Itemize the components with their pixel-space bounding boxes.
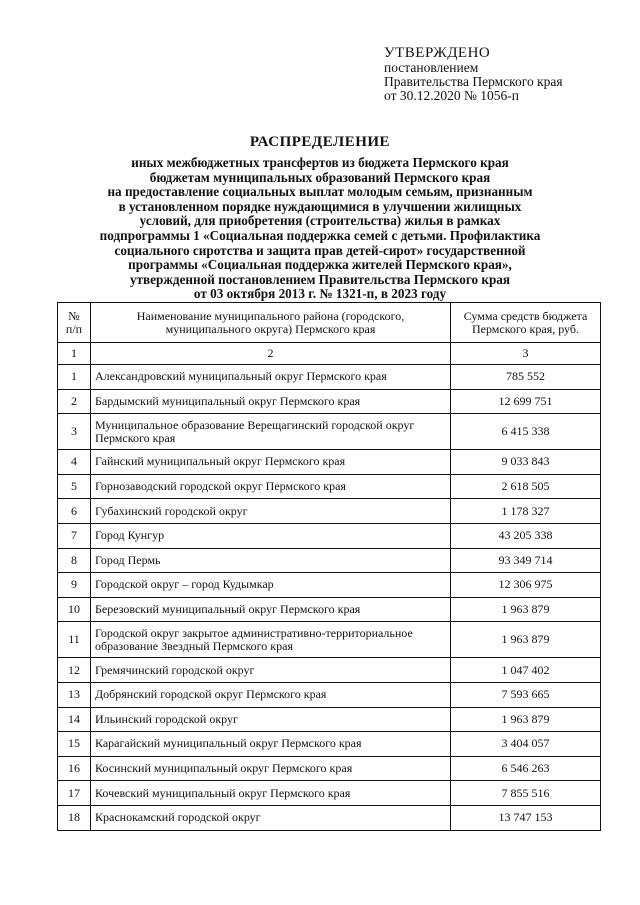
row-number: 10 <box>58 597 91 622</box>
title-subtitle <box>60 156 580 302</box>
municipality-name: Ильинский городской округ <box>91 707 451 732</box>
header-number-line: № <box>68 308 80 323</box>
table-header-row <box>58 303 601 343</box>
budget-amount: 9 033 843 <box>451 450 601 475</box>
budget-amount: 6 546 263 <box>451 756 601 781</box>
municipality-name: Краснокамский городской округ <box>91 805 451 830</box>
title-line: подпрограммы 1 «Социальная поддержка семей с детьми. Профилактика <box>99 227 541 243</box>
municipality-name: Город Пермь <box>91 548 451 573</box>
header-sum <box>451 303 601 343</box>
municipality-name: Александровский муниципальный округ Пермского края <box>91 365 451 390</box>
table-row <box>58 450 601 475</box>
table-row <box>58 756 601 781</box>
table-row <box>58 622 601 658</box>
budget-amount: 1 963 879 <box>451 597 601 622</box>
table-row <box>58 365 601 390</box>
budget-amount: 1 178 327 <box>451 499 601 524</box>
table-row <box>58 573 601 598</box>
title-line: в установленном порядке нуждающимися в улучшении жилищных <box>118 198 522 214</box>
budget-amount: 12 699 751 <box>451 389 601 414</box>
title-line: от 03 октября 2013 г. № 1321-п, в 2023 году <box>193 286 447 302</box>
header-number-line: п/п <box>65 321 83 336</box>
municipality-name: Город Кунгур <box>91 523 451 548</box>
budget-amount: 43 205 338 <box>451 523 601 548</box>
table-row <box>58 707 601 732</box>
municipality-name: Березовский муниципальный округ Пермского края <box>91 597 451 622</box>
row-number: 16 <box>58 756 91 781</box>
column-number: 2 <box>91 343 451 365</box>
row-number: 14 <box>58 707 91 732</box>
budget-amount: 1 963 879 <box>451 707 601 732</box>
table-row <box>58 597 601 622</box>
table-row <box>58 732 601 757</box>
table-row <box>58 805 601 830</box>
title-main: РАСПРЕДЕЛЕНИЕ <box>249 134 391 150</box>
header-sum-line: Сумма средств бюджета <box>463 308 588 323</box>
title-line: условий, для приобретения (строительства) жилья в рамках <box>139 213 501 229</box>
municipality-name: Косинский муниципальный округ Пермского края <box>91 756 451 781</box>
row-number: 18 <box>58 805 91 830</box>
budget-amount: 785 552 <box>451 365 601 390</box>
budget-amount: 93 349 714 <box>451 548 601 573</box>
title-line: иных межбюджетных трансфертов из бюджета Пермского края <box>131 155 509 170</box>
row-number: 9 <box>58 573 91 598</box>
row-number: 12 <box>58 658 91 683</box>
table-row <box>58 414 601 450</box>
municipality-name: Городской округ – город Кудымкар <box>91 573 451 598</box>
approval-line: постановлением <box>384 60 479 75</box>
municipality-name: Добрянский городской округ Пермского края <box>91 682 451 707</box>
approval-line: от 30.12.2020 № 1056-п <box>384 88 519 103</box>
title-line: социального сиротства и защита прав детей-сирот» государственной <box>114 242 526 258</box>
budget-amount: 12 306 975 <box>451 573 601 598</box>
title-line: бюджетам муниципальных образований Пермского края <box>149 169 491 185</box>
column-number: 1 <box>58 343 91 365</box>
row-number: 3 <box>58 414 91 450</box>
budget-amount: 7 855 516 <box>451 781 601 806</box>
row-number: 5 <box>58 474 91 499</box>
row-number: 17 <box>58 781 91 806</box>
table-row <box>58 682 601 707</box>
budget-amount: 2 618 505 <box>451 474 601 499</box>
table-row <box>58 658 601 683</box>
row-number: 1 <box>58 365 91 390</box>
municipality-name: Муниципальное образование Верещагинский городской округ Пермского края <box>91 414 451 450</box>
column-number-row <box>58 343 601 365</box>
title-line: утвержденной постановлением Правительства Пермского края <box>129 271 511 287</box>
row-number: 13 <box>58 682 91 707</box>
header-number <box>58 303 91 343</box>
distribution-table <box>57 302 601 831</box>
table-body <box>58 365 601 831</box>
municipality-name: Губахинский городской округ <box>91 499 451 524</box>
table-row <box>58 474 601 499</box>
document-title <box>60 134 580 302</box>
municipality-name: Городской округ закрытое административно-территориальное образование Звездный Пермского края <box>91 622 451 658</box>
budget-amount: 13 747 153 <box>451 805 601 830</box>
table-row <box>58 523 601 548</box>
approval-stamp <box>384 46 563 103</box>
header-sum-line: Пермского края, руб. <box>471 321 580 336</box>
row-number: 6 <box>58 499 91 524</box>
municipality-name: Кочевский муниципальный округ Пермского края <box>91 781 451 806</box>
budget-amount: 7 593 665 <box>451 682 601 707</box>
approval-line: Правительства Пермского края <box>384 74 563 89</box>
row-number: 11 <box>58 622 91 658</box>
table-row <box>58 781 601 806</box>
header-name <box>91 303 451 343</box>
budget-amount: 6 415 338 <box>451 414 601 450</box>
row-number: 15 <box>58 732 91 757</box>
row-number: 7 <box>58 523 91 548</box>
title-line: программы «Социальная поддержка жителей Пермского края», <box>128 257 512 273</box>
row-number: 2 <box>58 389 91 414</box>
budget-amount: 1 047 402 <box>451 658 601 683</box>
municipality-name: Гремячинский городской округ <box>91 658 451 683</box>
municipality-name: Карагайский муниципальный округ Пермского края <box>91 732 451 757</box>
column-number: 3 <box>451 343 601 365</box>
municipality-name: Гайнский муниципальный округ Пермского края <box>91 450 451 475</box>
municipality-name: Бардымский муниципальный округ Пермского края <box>91 389 451 414</box>
header-name-line: Наименование муниципального района (городского, <box>136 308 405 323</box>
title-line: на предоставление социальных выплат молодым семьям, признанным <box>107 184 533 200</box>
table-row <box>58 548 601 573</box>
municipality-name: Горнозаводский городской округ Пермского края <box>91 474 451 499</box>
table-row <box>58 389 601 414</box>
header-name-line: муниципального округа) Пермского края <box>165 321 376 336</box>
budget-amount: 1 963 879 <box>451 622 601 658</box>
approval-heading: УТВЕРЖДЕНО <box>384 45 491 61</box>
row-number: 4 <box>58 450 91 475</box>
table-row <box>58 499 601 524</box>
row-number: 8 <box>58 548 91 573</box>
budget-amount: 3 404 057 <box>451 732 601 757</box>
